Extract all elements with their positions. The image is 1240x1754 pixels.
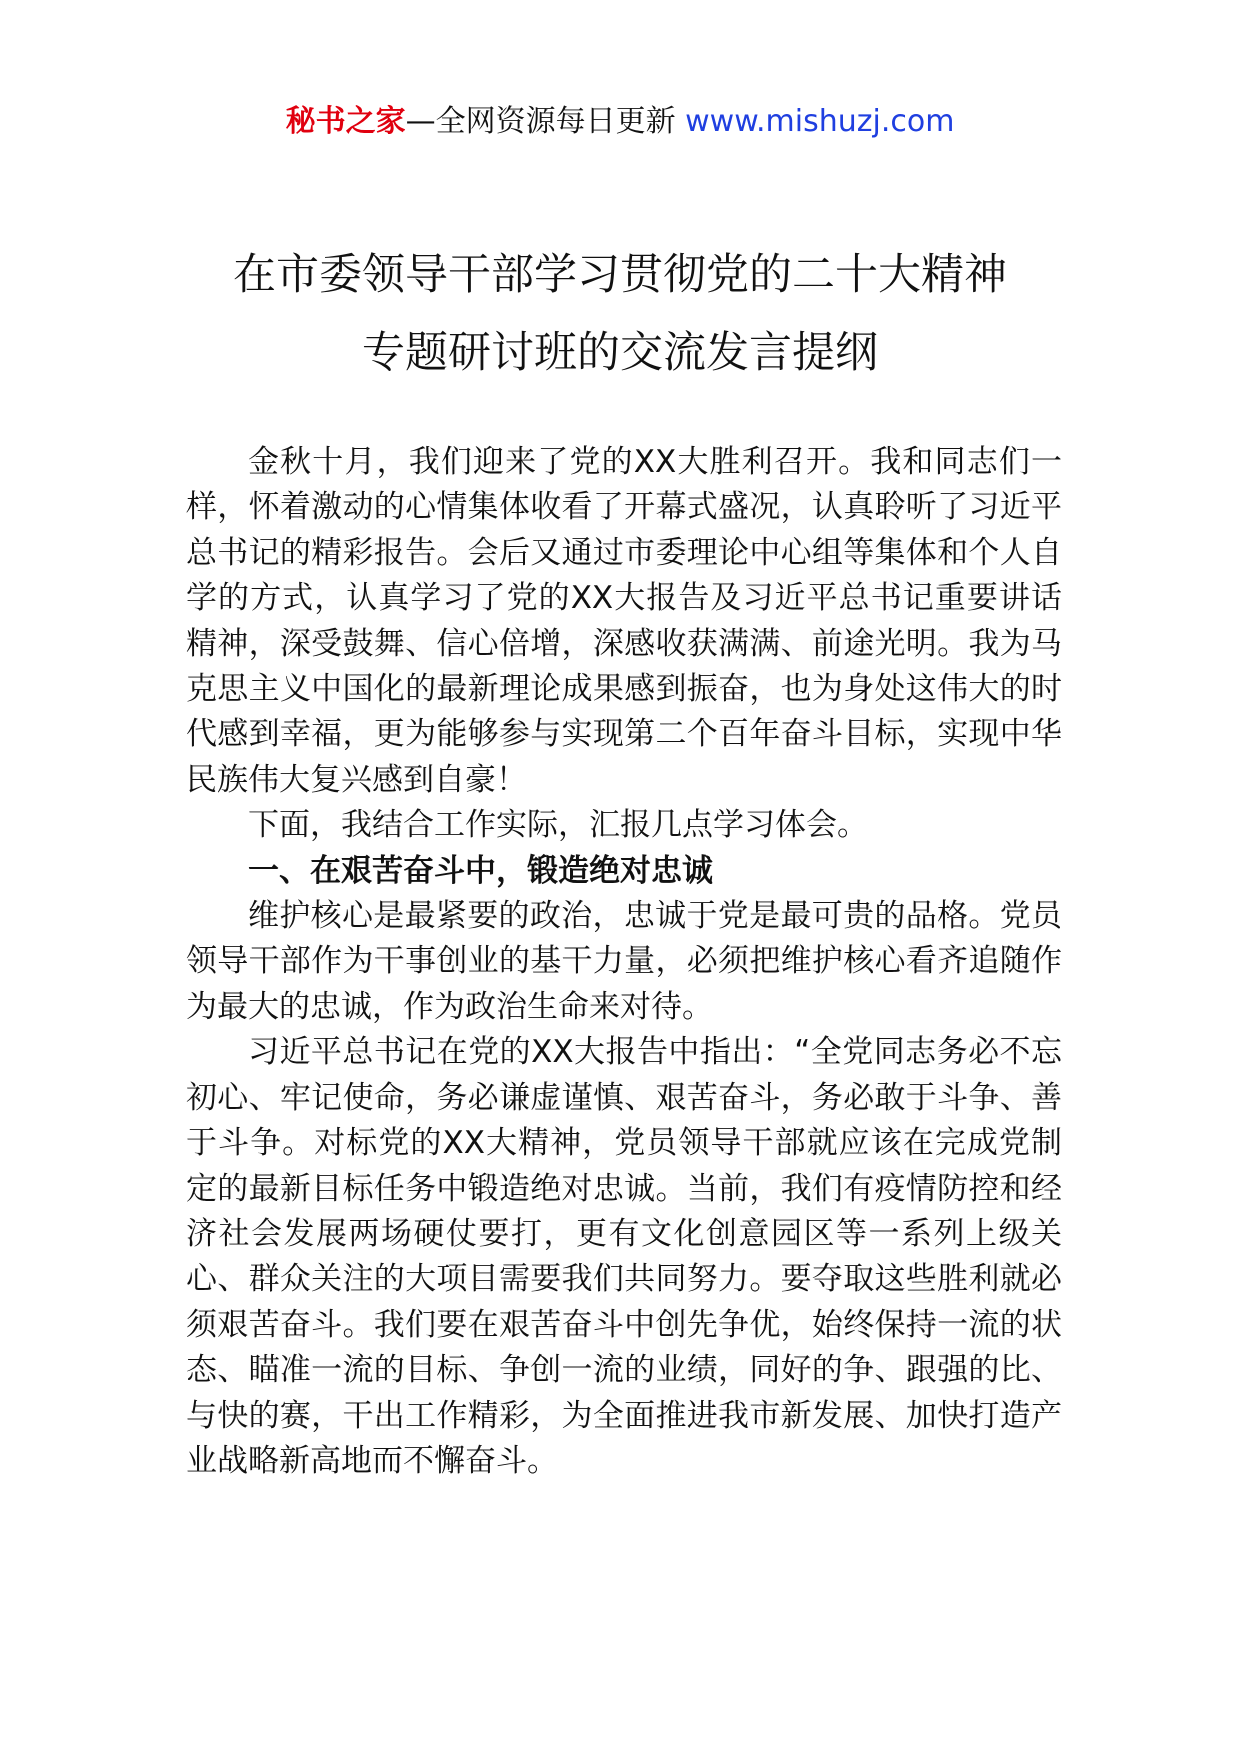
paragraph-section-1-b: 习近平总书记在党的XX大报告中指出：“全党同志务必不忘初心、牢记使命，务必谦虚谨慎、艰苦奋斗，务必敢于斗争、善于斗争。对标党的XX大精神，党员领导干部就应该在完成党制定的最新目标任务中锻造绝对忠诚。当前，我们有疫情防控和经济社会发展两场硬仗要打，更有文化创意园区等一系列上级关心、群众关注的大项目需要我们共同努力。要夺取这些胜利就必须艰苦奋斗。我们要在艰苦奋斗中创先争优，始终保持一流的状态、瞄准一流的目标、争创一流的业绩，同好的争、跟强的比、与快的赛，干出工作精彩，为全面推进我市新发展、加快打造产业战略新高地而不懈奋斗。 xyxy=(186,1034,1062,1479)
document-body xyxy=(186,440,1062,1484)
title-line-1: 在市委领导干部学习贯彻党的二十大精神 xyxy=(233,250,1007,300)
paragraph-intro: 金秋十月，我们迎来了党的XX大胜利召开。我和同志们一样，怀着激动的心情集体收看了开幕式盛况，认真聆听了习近平总书记的精彩报告。会后又通过市委理论中心组等集体和个人自学的方式，认真学习了党的XX大报告及习近平总书记重要讲话精神，深受鼓舞、信心倍增，深感收获满满、前途光明。我为马克思主义中国化的最新理论成果感到振奋，也为身处这伟大的时代感到幸福，更为能够参与实现第二个百年奋斗目标，实现中华民族伟大复兴感到自豪！ xyxy=(186,444,1062,798)
site-url-link[interactable]: www.mishuzj.com xyxy=(685,104,955,139)
document-title xyxy=(0,236,1240,392)
site-brand: 秘书之家 xyxy=(285,104,406,139)
paragraph-section-1-a: 维护核心是最紧要的政治，忠诚于党是最可贵的品格。党员领导干部作为干事创业的基干力量，必须把维护核心看齐追随作为最大的忠诚，作为政治生命来对待。 xyxy=(186,898,1062,1025)
title-line-2: 专题研讨班的交流发言提纲 xyxy=(362,328,878,378)
site-slogan: —全网资源每日更新 xyxy=(405,104,676,139)
site-header xyxy=(0,100,1240,144)
section-heading-1: 一、在艰苦奋斗中，锻造绝对忠诚 xyxy=(248,852,713,889)
paragraph-transition: 下面，我结合工作实际，汇报几点学习体会。 xyxy=(248,807,868,844)
